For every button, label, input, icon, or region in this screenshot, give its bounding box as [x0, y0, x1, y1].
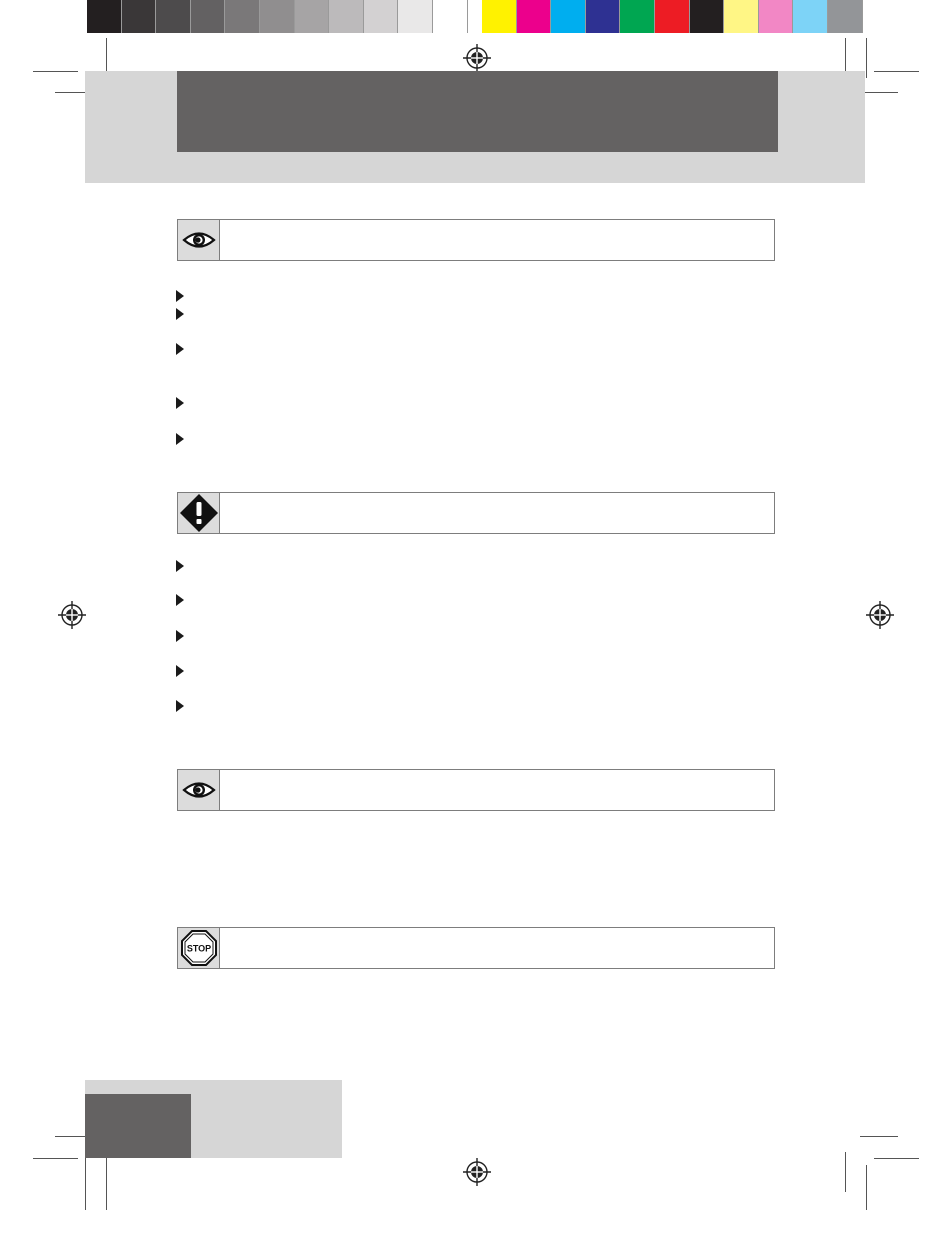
eye-icon [182, 229, 216, 251]
color-swatch [260, 0, 295, 33]
color-swatch [87, 0, 122, 33]
footer-page-tab [85, 1094, 191, 1158]
bullet-marker [176, 397, 184, 409]
crop-mark [55, 1136, 88, 1137]
crop-mark [874, 1158, 919, 1159]
color-swatch [793, 0, 828, 33]
notice-icon-cell [178, 220, 220, 260]
color-swatch [398, 0, 433, 33]
color-swatch [329, 0, 364, 33]
color-calibration-bar [482, 0, 863, 33]
bullet-marker [176, 308, 184, 320]
color-swatch [759, 0, 794, 33]
color-swatch [724, 0, 759, 33]
color-swatch [655, 0, 690, 33]
bullet-marker [176, 630, 184, 642]
color-swatch [586, 0, 621, 33]
svg-text:STOP: STOP [186, 943, 211, 954]
crop-mark [860, 1136, 898, 1137]
bullet-marker [176, 665, 184, 677]
color-swatch [433, 0, 468, 33]
grayscale-calibration-bar [87, 0, 468, 33]
crop-mark [874, 71, 919, 72]
registration-mark-icon [58, 601, 86, 629]
color-swatch [828, 0, 863, 33]
notice-box [177, 769, 775, 811]
color-swatch [517, 0, 552, 33]
registration-mark-icon [866, 601, 894, 629]
notice-box [177, 492, 775, 534]
crop-mark [33, 1158, 78, 1159]
warning-diamond-icon [179, 493, 219, 533]
header-title-bar [177, 71, 778, 152]
color-swatch [690, 0, 725, 33]
color-swatch [122, 0, 157, 33]
bullet-marker [176, 343, 184, 355]
notice-icon-cell [178, 770, 220, 810]
bullet-marker [176, 433, 184, 445]
crop-mark [845, 1152, 846, 1192]
crop-mark [33, 71, 78, 72]
color-swatch [551, 0, 586, 33]
crop-mark [55, 92, 88, 93]
registration-mark-icon [463, 44, 491, 72]
registration-mark-icon [463, 1158, 491, 1186]
color-swatch [191, 0, 226, 33]
eye-icon [182, 779, 216, 801]
bullet-marker [176, 290, 184, 302]
notice-icon-cell [178, 928, 220, 968]
bullet-marker [176, 700, 184, 712]
color-swatch [482, 0, 517, 33]
crop-mark [866, 1165, 867, 1210]
bullet-marker [176, 560, 184, 572]
crop-mark [106, 1152, 107, 1210]
color-swatch [620, 0, 655, 33]
color-swatch [364, 0, 399, 33]
stop-sign-icon [181, 930, 217, 966]
crop-mark [860, 92, 898, 93]
color-swatch [295, 0, 330, 33]
notice-box [177, 927, 775, 969]
notice-box [177, 219, 775, 261]
notice-icon-cell [178, 493, 220, 533]
crop-mark [85, 1152, 86, 1210]
color-swatch [156, 0, 191, 33]
bullet-marker [176, 594, 184, 606]
crop-mark [866, 38, 867, 78]
color-swatch [225, 0, 260, 33]
